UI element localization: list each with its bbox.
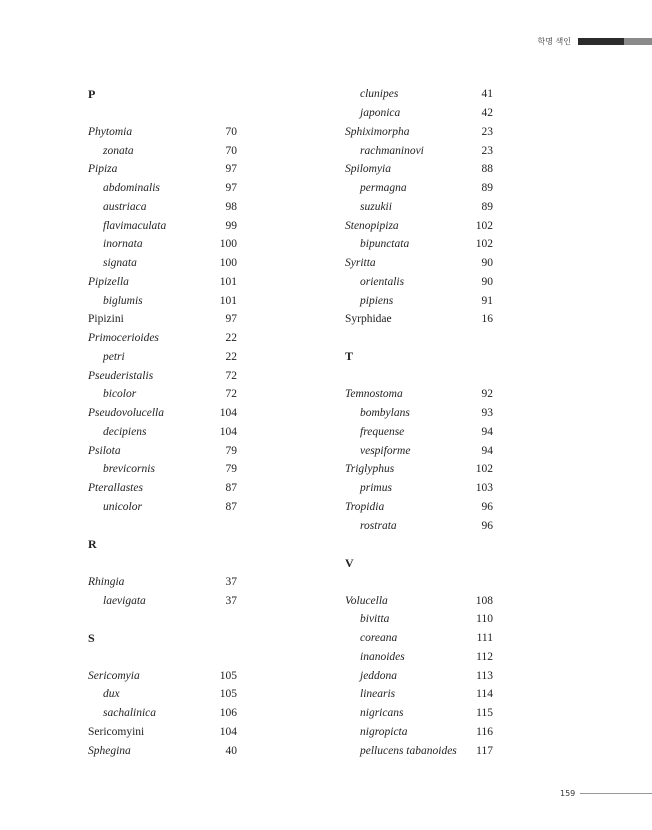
- entry-name: primus: [360, 482, 392, 495]
- entry-page: 70: [225, 144, 237, 157]
- index-entry-species: [88, 460, 237, 479]
- entry-name: clunipes: [360, 88, 399, 101]
- entry-page: 79: [225, 444, 237, 457]
- entry-page: 72: [225, 369, 237, 382]
- index-entry-species: [88, 141, 237, 160]
- index-entry-species: [88, 704, 237, 723]
- entry-name: decipiens: [103, 425, 147, 438]
- entry-page: 105: [219, 688, 237, 701]
- entry-name: inanoides: [360, 650, 405, 663]
- entry-name: unicolor: [103, 500, 142, 513]
- entry-page: 42: [481, 107, 493, 120]
- index-spacer: [345, 535, 493, 554]
- entry-page: 87: [225, 482, 237, 495]
- entry-page: 103: [475, 482, 493, 495]
- entry-page: 97: [225, 182, 237, 195]
- index-entry-species: [88, 685, 237, 704]
- entry-name: Sphegina: [88, 744, 131, 757]
- entry-name: laevigata: [103, 594, 146, 607]
- entry-page: 102: [475, 238, 493, 251]
- index-entry-genus: [345, 385, 493, 404]
- index-entry-tribe: [88, 723, 237, 742]
- index-entry-species: [345, 235, 493, 254]
- entry-page: 22: [225, 350, 237, 363]
- entry-name: Rhingia: [88, 575, 125, 588]
- entry-page: 94: [481, 444, 493, 457]
- index-entry-genus: [345, 460, 493, 479]
- entry-name: dux: [103, 688, 120, 701]
- index-entry-genus: [88, 160, 237, 179]
- index-entry-species: [345, 741, 493, 760]
- entry-name: signata: [103, 257, 137, 270]
- section-letter: R: [88, 536, 97, 551]
- entry-page: 93: [481, 407, 493, 420]
- index-spacer: [345, 573, 493, 592]
- entry-page: 23: [481, 144, 493, 157]
- index-entry-species: [345, 198, 493, 217]
- header-bar-dark: [578, 38, 624, 45]
- page-footer: [560, 789, 652, 798]
- entry-page: 112: [476, 650, 493, 663]
- entry-name: Spilomyia: [345, 163, 391, 176]
- entry-name: nigropicta: [360, 725, 408, 738]
- entry-page: 41: [481, 88, 493, 101]
- entry-name: Pterallastes: [88, 482, 143, 495]
- index-entry-genus: [88, 666, 237, 685]
- index-entry-species: [345, 610, 493, 629]
- entry-name: sachalinica: [103, 707, 157, 720]
- entry-name: pipiens: [360, 294, 394, 307]
- section-letter: S: [88, 630, 95, 645]
- index-entry-tribe: [88, 310, 237, 329]
- index-entry-species: [88, 348, 237, 367]
- index-entry-genus: [345, 254, 493, 273]
- entry-name: Psilota: [88, 444, 121, 457]
- entry-page: 100: [219, 257, 237, 270]
- index-column-right: [345, 85, 493, 760]
- entry-name: petri: [103, 350, 125, 363]
- entry-name: Pseudovolucella: [88, 407, 165, 420]
- entry-page: 79: [225, 463, 237, 476]
- entry-page: 114: [476, 688, 493, 701]
- index-entry-genus: [88, 123, 237, 142]
- entry-page: 104: [219, 725, 237, 738]
- entry-page: 92: [481, 388, 493, 401]
- entry-name: bipunctata: [360, 238, 410, 251]
- entry-name: Volucella: [345, 594, 388, 607]
- entry-page: 102: [475, 463, 493, 476]
- index-entry-genus: [345, 216, 493, 235]
- entry-name: vespiforme: [360, 444, 411, 457]
- index-column-left: [88, 85, 237, 760]
- entry-name: coreana: [360, 632, 398, 645]
- entry-page: 72: [225, 388, 237, 401]
- index-entry-species: [88, 423, 237, 442]
- entry-page: 40: [225, 744, 237, 757]
- index-entry-species: [345, 423, 493, 442]
- entry-page: 101: [219, 275, 237, 288]
- index-spacer: [88, 104, 237, 123]
- index-entry-species: [345, 85, 493, 104]
- entry-name: Pipizini: [88, 313, 124, 326]
- entry-page: 90: [481, 257, 493, 270]
- entry-page: 96: [481, 519, 493, 532]
- index-entry-species: [345, 648, 493, 667]
- entry-page: 111: [476, 632, 493, 645]
- index-entry-species: [345, 104, 493, 123]
- entry-page: 89: [481, 200, 493, 213]
- index-spacer: [88, 516, 237, 535]
- section-letter: V: [345, 555, 354, 570]
- index-spacer: [88, 610, 237, 629]
- entry-name: orientalis: [360, 275, 405, 288]
- index-entry-species: [345, 291, 493, 310]
- index-entry-genus: [88, 366, 237, 385]
- entry-page: 37: [225, 594, 237, 607]
- index-entry-genus: [345, 123, 493, 142]
- index-entry-species: [345, 685, 493, 704]
- entry-page: 100: [219, 238, 237, 251]
- entry-page: 101: [219, 294, 237, 307]
- entry-page: 96: [481, 500, 493, 513]
- entry-page: 70: [225, 125, 237, 138]
- entry-page: 116: [476, 725, 493, 738]
- index-entry-genus: [88, 573, 237, 592]
- index-entry-genus: [88, 273, 237, 292]
- header-bar-light: [624, 38, 652, 45]
- index-entry-species: [345, 479, 493, 498]
- index-entry-genus: [88, 741, 237, 760]
- entry-name: Triglyphus: [345, 463, 395, 476]
- index-entry-species: [88, 254, 237, 273]
- entry-name: Pipizella: [88, 275, 129, 288]
- entry-name: zonata: [103, 144, 134, 157]
- entry-name: suzukii: [360, 200, 392, 213]
- entry-name: Sericomyia: [88, 669, 140, 682]
- index-spacer: [88, 648, 237, 667]
- index-section-letter: [88, 535, 237, 554]
- index-entry-genus: [345, 498, 493, 517]
- entry-page: 117: [476, 744, 493, 757]
- index-entry-species: [345, 723, 493, 742]
- index-entry-species: [88, 385, 237, 404]
- index-entry-genus: [88, 479, 237, 498]
- entry-name: Pseuderistalis: [88, 369, 154, 382]
- entry-page: 98: [225, 200, 237, 213]
- entry-name: bivitta: [360, 613, 390, 626]
- index-entry-species: [88, 179, 237, 198]
- entry-page: 104: [219, 425, 237, 438]
- index-entry-species: [345, 141, 493, 160]
- index-section-letter: [345, 554, 493, 573]
- index-entry-genus: [88, 441, 237, 460]
- entry-page: 113: [476, 669, 493, 682]
- entry-name: Primocerioides: [88, 332, 159, 345]
- entry-name: rostrata: [360, 519, 397, 532]
- index-entry-genus: [88, 329, 237, 348]
- entry-name: bicolor: [103, 388, 137, 401]
- entry-name: bombylans: [360, 407, 410, 420]
- entry-name: Sphiximorpha: [345, 125, 410, 138]
- index-spacer: [345, 329, 493, 348]
- entry-page: 23: [481, 125, 493, 138]
- page-number: 159: [560, 789, 576, 798]
- entry-name: abdominalis: [103, 182, 160, 195]
- entry-name: Tropidia: [345, 500, 385, 513]
- entry-page: 37: [225, 575, 237, 588]
- entry-name: Temnostoma: [345, 388, 403, 401]
- index-entry-species: [88, 291, 237, 310]
- entry-page: 90: [481, 275, 493, 288]
- index-entry-species: [88, 198, 237, 217]
- index-entry-species: [345, 629, 493, 648]
- entry-page: 99: [225, 219, 237, 232]
- index-entry-species: [345, 704, 493, 723]
- index-entry-species: [345, 666, 493, 685]
- entry-name: Syritta: [345, 257, 376, 270]
- entry-page: 94: [481, 425, 493, 438]
- entry-name: inornata: [103, 238, 143, 251]
- index-entry-species: [345, 516, 493, 535]
- entry-name: Phytomia: [88, 125, 133, 138]
- entry-page: 22: [225, 332, 237, 345]
- entry-page: 104: [219, 407, 237, 420]
- entry-name: rachmaninovi: [360, 144, 424, 157]
- entry-page: 16: [481, 313, 493, 326]
- section-letter: P: [88, 86, 96, 101]
- index-entry-tribe: [345, 310, 493, 329]
- running-header: [538, 34, 652, 48]
- index-entry-species: [345, 179, 493, 198]
- index-entry-species: [345, 404, 493, 423]
- index-entry-species: [88, 235, 237, 254]
- index-entry-species: [345, 273, 493, 292]
- index-entry-genus: [88, 404, 237, 423]
- entry-name: frequense: [360, 425, 405, 438]
- entry-page: 105: [219, 669, 237, 682]
- entry-page: 97: [225, 313, 237, 326]
- index-spacer: [88, 554, 237, 573]
- entry-page: 89: [481, 182, 493, 195]
- entry-page: 87: [225, 500, 237, 513]
- entry-name: Syrphidae: [345, 313, 392, 326]
- index-entry-species: [88, 591, 237, 610]
- index-section-letter: [88, 629, 237, 648]
- index-section-letter: [345, 348, 493, 367]
- entry-page: 110: [476, 613, 493, 626]
- index-section-letter: [88, 85, 237, 104]
- index-entry-species: [345, 441, 493, 460]
- entry-name: permagna: [360, 182, 407, 195]
- entry-page: 97: [225, 163, 237, 176]
- index-entry-species: [88, 216, 237, 235]
- entry-name: pellucens tabanoides: [360, 744, 457, 757]
- entry-page: 88: [481, 163, 493, 176]
- index-entry-species: [88, 498, 237, 517]
- entry-name: flavimaculata: [103, 219, 167, 232]
- entry-name: Sericomyini: [88, 725, 145, 738]
- entry-name: linearis: [360, 688, 396, 701]
- entry-name: austriaca: [103, 200, 147, 213]
- index-entry-genus: [345, 160, 493, 179]
- section-letter: T: [345, 349, 354, 364]
- index-entry-genus: [345, 591, 493, 610]
- entry-page: 91: [481, 294, 493, 307]
- entry-name: biglumis: [103, 294, 143, 307]
- entry-name: Pipiza: [88, 163, 118, 176]
- index-spacer: [345, 366, 493, 385]
- entry-name: Stenopipiza: [345, 219, 399, 232]
- entry-name: brevicornis: [103, 463, 155, 476]
- entry-name: japonica: [360, 107, 401, 120]
- entry-page: 106: [219, 707, 237, 720]
- entry-name: jeddona: [360, 669, 398, 682]
- entry-name: nigricans: [360, 707, 404, 720]
- footer-rule: [580, 793, 652, 794]
- entry-page: 115: [476, 707, 493, 720]
- entry-page: 102: [475, 219, 493, 232]
- running-header-title: 학명 색인: [537, 36, 571, 46]
- entry-page: 108: [475, 594, 493, 607]
